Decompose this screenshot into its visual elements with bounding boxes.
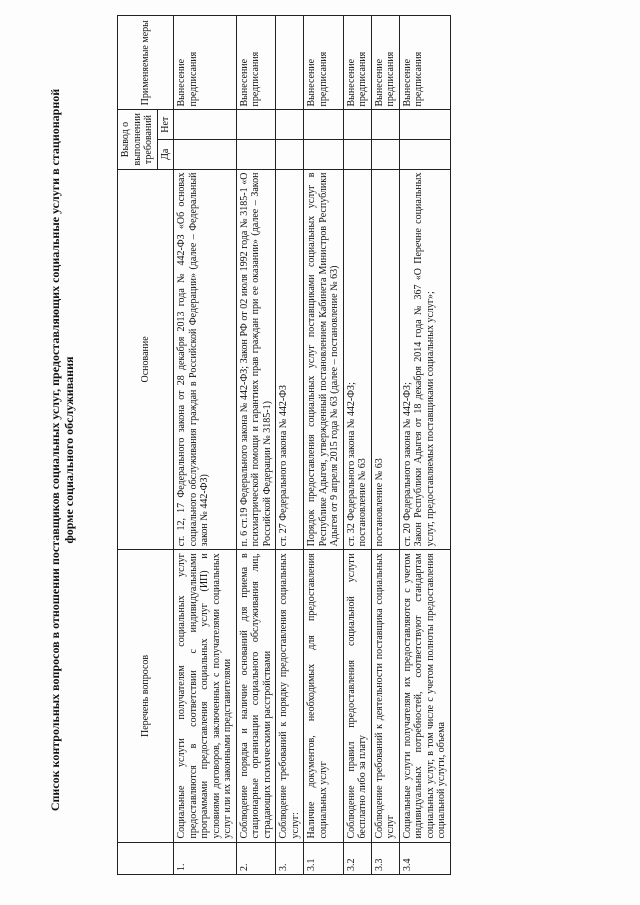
row-no-cell[interactable]: [371, 110, 399, 140]
table-row: [343, 16, 371, 875]
title-line-2: форме социального обслуживания: [62, 356, 76, 544]
row-number: 3.2: [343, 842, 371, 874]
row-basis-extra: постановление № 63: [357, 458, 368, 547]
row-measures: [276, 16, 304, 110]
row-no-cell[interactable]: [343, 110, 371, 140]
row-yes-cell[interactable]: [236, 140, 276, 170]
row-number: 3.4: [399, 842, 450, 874]
row-measures: Вынесение предписания: [399, 16, 450, 110]
table-row: [304, 16, 344, 875]
row-number: 3.1: [304, 842, 344, 874]
header-no: Нет: [157, 110, 174, 140]
header-measures: Применяемые меры: [118, 16, 174, 110]
header-yes: Да: [157, 140, 174, 170]
row-no-cell[interactable]: [174, 110, 237, 140]
table-row: [371, 16, 399, 875]
row-measures: Вынесение предписания: [304, 16, 344, 110]
title-line-1: Список контрольных вопросов в отношении поставщиков социальных услуг, предоставляющих социальные услуги в стационарной: [48, 88, 62, 812]
row-no-cell[interactable]: [236, 110, 276, 140]
row-number: 3.: [276, 842, 304, 874]
row-no-cell[interactable]: [399, 110, 450, 140]
row-number: 1.: [174, 842, 237, 874]
table-row: [236, 16, 276, 875]
row-basis: ст. 12, 17 Федерального закона от 28 декабря 2013 года № 442-ФЗ «Об основах социального обслуживания граждан в Российской Федерации» (далее – Федеральный закон № 442-ФЗ): [174, 169, 237, 550]
row-question: Соблюдение требований к деятельности поставщика социальных услуг: [371, 550, 399, 842]
row-basis-cell: [343, 169, 371, 550]
header-number: [118, 842, 174, 874]
row-question: Наличие документов, необходимых для предоставления социальных услуг: [304, 550, 344, 842]
row-question: Соблюдение требований к порядку предоставления социальных услуг:: [276, 550, 304, 842]
header-question: Перечень вопросов: [118, 550, 174, 842]
table-row: [174, 16, 237, 875]
row-yes-cell[interactable]: [304, 140, 344, 170]
row-basis-extra: Закон Республики Адыгея от 18 декабря 2014 года № 367 «О Перечне социальных услуг, предоставляемых поставщиками социальных услуг»;: [413, 172, 436, 547]
row-basis: Порядок предоставления социальных услуг поставщиками социальных услуг в Республике Адыгея, утвержденный постановлением Кабинета Министров Республики Адыгея от 9 апреля 2015 года № 63 (далее – постановление № 63): [304, 169, 344, 550]
row-yes-cell[interactable]: [399, 140, 450, 170]
row-question: Соблюдение правил предоставления социальной услуги бесплатно либо за плату: [343, 550, 371, 842]
row-yes-cell[interactable]: [276, 140, 304, 170]
row-question: Соблюдение порядка и наличие оснований для приема в стационарные организации социального обслуживания лиц, страдающих психическими расстройствами: [236, 550, 276, 842]
table-row: [399, 16, 450, 875]
row-basis: ст. 32 Федерального закона № 442-ФЗ;: [345, 382, 357, 547]
row-basis: ст. 27 Федерального закона № 442-ФЗ: [276, 169, 304, 550]
row-measures: Вынесение предписания: [343, 16, 371, 110]
row-basis: ст. 20 Федерального закона № 442-ФЗ;: [401, 382, 413, 547]
row-no-cell[interactable]: [276, 110, 304, 140]
row-measures: Вынесение предписания: [371, 16, 399, 110]
rotated-page: [10, 5, 630, 895]
row-question: Социальные услуги получателям социальных услуг предоставляются в соответствии с индивидуальными программами предоставления социальных услуг (ИП) и условиями договоров, заключенных с получателями социальных услуг или их законными представителями: [174, 550, 237, 842]
row-basis: постановление № 63: [371, 169, 399, 550]
header-basis: Основание: [118, 169, 174, 550]
document-title: [48, 5, 76, 895]
row-question: Социальные услуги получателям их предоставляются с учетом индивидуальных потребностей, соответствуют стандартам социальных услуг, в том числе с учетом полноты предоставления социальной услуги, объема: [399, 550, 450, 842]
row-basis-cell: [399, 169, 450, 550]
table-header-row: [118, 16, 158, 875]
row-measures: Вынесение предписания: [174, 16, 237, 110]
checklist-table: [117, 15, 451, 875]
row-measures: Вынесение предписания: [236, 16, 276, 110]
row-no-cell[interactable]: [304, 110, 344, 140]
row-yes-cell[interactable]: [174, 140, 237, 170]
row-basis: п. 6 ст.19 Федерального закона № 442-ФЗ; Закон РФ от 02 июля 1992 года № 3185-1 «О психиатрической помощи и гарантиях прав граждан при ее оказании» (далее – Закон Российской Федерации № 3185-1): [236, 169, 276, 550]
header-conclusion: Вывод о выполнении требований: [118, 110, 158, 169]
row-yes-cell[interactable]: [343, 140, 371, 170]
row-number: 2.: [236, 842, 276, 874]
row-number: 3.3: [371, 842, 399, 874]
table-row: [276, 16, 304, 875]
row-yes-cell[interactable]: [371, 140, 399, 170]
